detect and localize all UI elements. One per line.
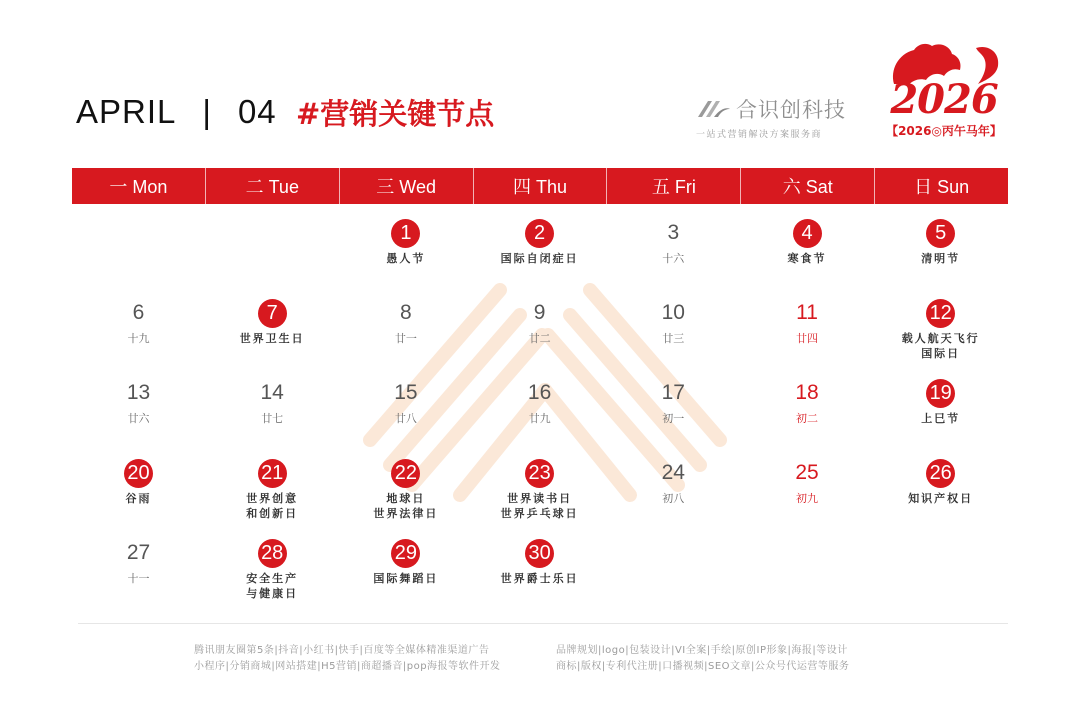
weekday-header (72, 168, 1008, 204)
day-cell (473, 215, 606, 295)
day-number (127, 535, 150, 571)
day-number (534, 295, 546, 331)
day-cell (72, 455, 205, 535)
day-cell (607, 375, 740, 455)
day-number (662, 295, 685, 331)
day-number (926, 455, 955, 491)
day-cell (339, 535, 472, 615)
day-cell (473, 535, 606, 615)
year-number: 2026 (890, 76, 998, 123)
holiday-name: 知识产权日 (908, 492, 974, 505)
day-cell (72, 535, 205, 615)
holiday-marker: 21 (258, 459, 287, 488)
footer-divider (78, 623, 1008, 624)
day-number-text: 16 (527, 381, 552, 404)
day-number (133, 295, 145, 331)
holiday-marker: 12 (926, 299, 955, 328)
day-number-text: 27 (126, 541, 151, 564)
holiday-marker: 7 (258, 299, 287, 328)
holiday-name: 世界乒乓球日 (500, 507, 579, 520)
day-number (793, 215, 822, 251)
day-number (525, 215, 554, 251)
day-number-text: 15 (394, 381, 418, 404)
month-number: 04 (237, 93, 277, 130)
footer-line: 商标|版权|专利代注册|口播视频|SEO文章|公众号代运营等服务 (556, 661, 850, 672)
day-number (127, 375, 150, 411)
holiday-marker: 19 (926, 379, 955, 408)
day-cell (473, 375, 606, 455)
day-number (258, 535, 287, 571)
day-number (662, 455, 685, 491)
day-number-text: 25 (795, 461, 819, 484)
weekday-label: 五 Fri (607, 168, 741, 204)
holiday-marker: 4 (793, 219, 822, 248)
day-number-text: 17 (661, 381, 685, 404)
day-number (525, 455, 554, 491)
holiday-name: 世界卫生日 (239, 332, 305, 345)
day-number (258, 455, 287, 491)
month-separator: | (202, 93, 212, 130)
lunar-date: 廿一 (394, 332, 417, 345)
lunar-date: 廿三 (662, 332, 685, 345)
lunar-date: 初九 (796, 492, 818, 505)
holiday-name: 载人航天飞行 (901, 332, 980, 345)
day-cell (72, 375, 205, 455)
lunar-date: 廿六 (127, 412, 150, 425)
holiday-name: 国际舞蹈日 (373, 572, 439, 585)
holiday-name: 和创新日 (246, 507, 299, 520)
holiday-name: 与健康日 (246, 587, 299, 600)
lunar-date: 十六 (662, 252, 685, 265)
day-cell (206, 295, 339, 375)
day-number (926, 215, 955, 251)
weekday-label: 一 Mon (72, 168, 206, 204)
holiday-marker: 20 (124, 459, 153, 488)
day-number (662, 375, 685, 411)
day-cell (874, 215, 1007, 295)
brand-swoosh-icon (696, 97, 732, 121)
day-number-text: 11 (796, 301, 818, 324)
holiday-marker: 26 (926, 459, 955, 488)
footer-line: 小程序|分销商城|网站搭建|H5营销|商超播音|pop海报等软件开发 (194, 661, 501, 672)
holiday-name: 世界法律日 (373, 507, 439, 520)
day-number-text: 9 (533, 301, 546, 324)
day-cell (741, 295, 874, 375)
day-number (926, 375, 955, 411)
footer-left (194, 643, 501, 675)
day-cell (473, 295, 606, 375)
day-number (795, 455, 818, 491)
holiday-name: 国际自闭症日 (500, 252, 579, 265)
day-number-text: 14 (260, 381, 284, 404)
holiday-marker: 22 (391, 459, 420, 488)
day-cell (607, 215, 740, 295)
lunar-date: 初八 (662, 492, 685, 505)
day-number (667, 215, 679, 251)
day-cell (607, 455, 740, 535)
lunar-date: 十一 (127, 572, 150, 585)
holiday-marker: 23 (525, 459, 554, 488)
day-number (400, 295, 412, 331)
day-cell (72, 295, 205, 375)
day-number (391, 535, 420, 571)
footer-right (556, 643, 849, 675)
lunar-date: 十九 (127, 332, 150, 345)
day-cell (206, 535, 339, 615)
holiday-name: 寒食节 (787, 252, 827, 265)
holiday-name: 国际日 (921, 347, 961, 360)
holiday-name: 清明节 (921, 252, 961, 265)
day-cell (874, 375, 1007, 455)
day-number (528, 375, 551, 411)
weekday-label: 三 Wed (340, 168, 474, 204)
lunar-date: 廿二 (528, 332, 551, 345)
day-number (796, 295, 818, 331)
holiday-marker: 2 (525, 219, 554, 248)
lunar-date: 廿八 (394, 412, 417, 425)
footer-line: 品牌规划|logo|包装设计|VI全案|手绘|原创IP形象|海报|等设计 (556, 645, 848, 656)
day-number-text: 3 (667, 221, 680, 244)
year-badge (880, 40, 1008, 140)
holiday-name: 安全生产 (246, 572, 299, 585)
day-cell (741, 215, 874, 295)
day-number-text: 10 (661, 301, 685, 324)
day-number-text: 24 (661, 461, 685, 484)
brand-name: 合识创科技 (736, 98, 846, 122)
day-cell (607, 295, 740, 375)
day-number-text: 18 (795, 381, 819, 404)
holiday-marker: 5 (926, 219, 955, 248)
day-cell (339, 295, 472, 375)
holiday-marker: 30 (525, 539, 554, 568)
lunar-date: 廿七 (261, 412, 284, 425)
lunar-date: 初二 (796, 412, 818, 425)
marketing-tag: #营销关键节点 (296, 96, 495, 131)
day-number (261, 375, 284, 411)
day-cell (206, 375, 339, 455)
day-number (926, 295, 955, 331)
holiday-name: 世界爵士乐日 (500, 572, 579, 585)
weekday-label: 四 Thu (474, 168, 608, 204)
holiday-marker: 29 (391, 539, 420, 568)
day-cell (206, 455, 339, 535)
day-number (124, 455, 153, 491)
weekday-label: 二 Tue (206, 168, 340, 204)
holiday-name: 世界创意 (246, 492, 299, 505)
month-title (76, 92, 277, 132)
day-number-text: 13 (126, 381, 151, 404)
day-number (391, 215, 420, 251)
holiday-name: 愚人节 (386, 252, 426, 265)
weekday-label: 日 Sun (914, 177, 970, 197)
holiday-name: 地球日 (386, 492, 426, 505)
day-cell (741, 455, 874, 535)
day-cell (339, 455, 472, 535)
day-cell (339, 375, 472, 455)
day-number-text: 6 (132, 301, 145, 324)
footer-line: 腾讯朋友圈第5条|抖音|小红书|快手|百度等全媒体精准渠道广告 (194, 645, 490, 656)
day-number (525, 535, 554, 571)
month-name: APRIL (76, 93, 177, 130)
holiday-name: 上巳节 (921, 412, 961, 425)
year-label: 【2026◎丙午马年】 (886, 124, 1002, 138)
day-number (394, 375, 417, 411)
lunar-date: 廿九 (528, 412, 551, 425)
day-cell (874, 455, 1007, 535)
holiday-marker: 1 (391, 219, 420, 248)
day-cell (874, 295, 1007, 375)
day-number (795, 375, 818, 411)
day-cell (339, 215, 472, 295)
day-cell (473, 455, 606, 535)
day-number-text: 8 (400, 301, 412, 324)
lunar-date: 廿四 (796, 332, 818, 345)
day-cell (741, 375, 874, 455)
day-number (258, 295, 287, 331)
brand-logo (696, 94, 866, 140)
lunar-date: 初一 (662, 412, 685, 425)
day-number (391, 455, 420, 491)
holiday-name: 世界读书日 (507, 492, 573, 505)
holiday-name: 谷雨 (125, 492, 152, 505)
brand-tagline: 一站式营销解决方案服务商 (696, 130, 823, 140)
weekday-label: 六 Sat (741, 168, 875, 204)
holiday-marker: 28 (258, 539, 287, 568)
